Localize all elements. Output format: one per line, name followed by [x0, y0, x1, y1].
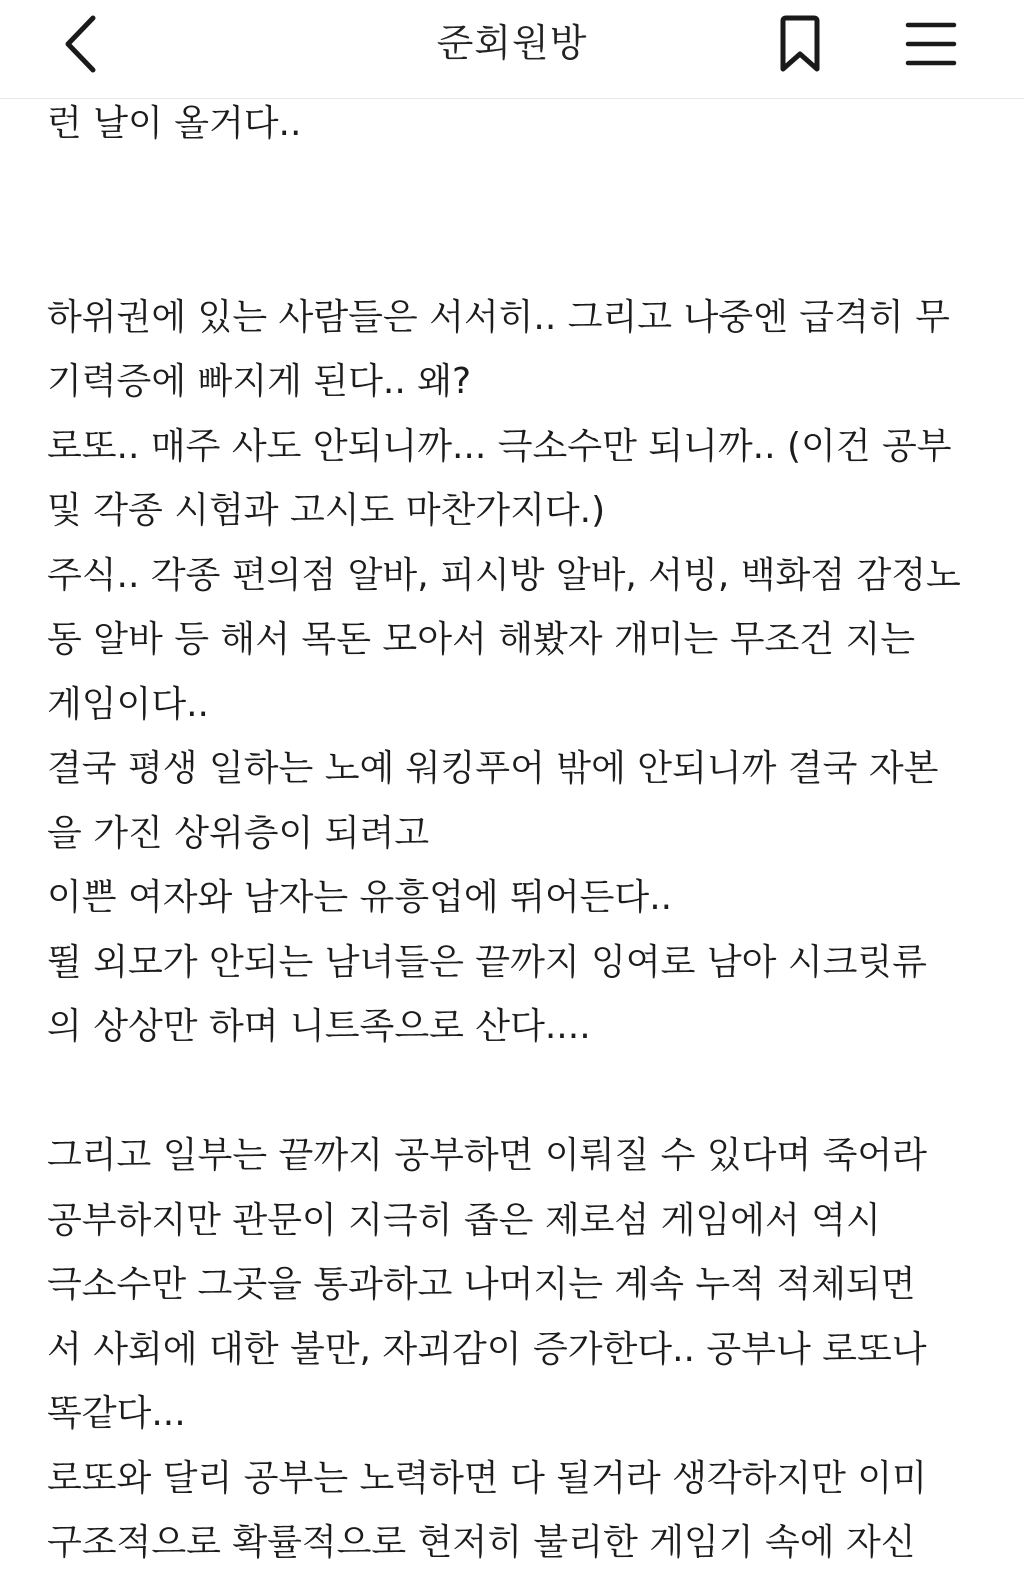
- article-line: 공부하지만 관문이 지극히 좁은 제로섬 게임에서 역시: [47, 1199, 881, 1241]
- article-line: 구조적으로 확률적으로 현저히 불리한 게임기 속에 자신: [47, 1522, 916, 1563]
- bookmark-icon: [775, 15, 825, 73]
- article-line: [47, 221, 977, 286]
- bookmark-button[interactable]: [772, 14, 828, 74]
- article-line: 뛸 외모가 안되는 남녀들은 끝까지 잉여로 남아 시크릿류: [47, 941, 927, 983]
- article-line: 서 사회에 대한 불만, 자괴감이 증가한다.. 공부나 로또나: [47, 1328, 927, 1370]
- article-line: 극소수만 그곳을 통과하고 나머지는 계속 누적 적체되면: [47, 1264, 916, 1305]
- article-line: 런 날이 올거다..: [47, 103, 302, 144]
- article-line: [47, 157, 977, 222]
- article-line: 기력증에 빠지게 된다.. 왜?: [47, 361, 472, 402]
- article-line: [47, 1060, 977, 1125]
- article-line: 그리고 일부는 끝까지 공부하면 이뤄질 수 있다며 죽어라: [47, 1135, 927, 1176]
- top-navigation-bar: [0, 0, 1024, 99]
- article-line: 로또.. 매주 사도 안되니까... 극소수만 되니까.. (이건 공부: [47, 425, 952, 467]
- article-line: 이쁜 여자와 남자는 유흥업에 뛰어든다..: [47, 877, 673, 918]
- hamburger-menu-icon: [905, 20, 957, 68]
- article-line: 의 상상만 하며 니트족으로 산다....: [47, 1006, 591, 1047]
- page-title: 준회원방: [436, 21, 588, 65]
- article-line: 동 알바 등 해서 목돈 모아서 해봤자 개미는 무조건 지는: [47, 619, 916, 660]
- menu-button[interactable]: [902, 14, 960, 74]
- article-line: 하위권에 있는 사람들은 서서히.. 그리고 나중엔 급격히 무: [47, 296, 950, 338]
- article-line: 을 가진 상위층이 되려고: [47, 812, 430, 854]
- article-line: 게임이다..: [47, 683, 209, 725]
- article-line: 주식.. 각종 편의점 알바, 피시방 알바, 서빙, 백화점 감정노: [47, 554, 961, 596]
- article-line: 로또와 달리 공부는 노력하면 다 될거라 생각하지만 이미: [47, 1457, 927, 1499]
- article-line: 결국 평생 일하는 노예 워킹푸어 밖에 안되니까 결국 자본: [47, 748, 939, 789]
- article-body: [47, 92, 977, 1576]
- article-line: 똑같다...: [47, 1393, 186, 1434]
- article-line: 및 각종 시험과 고시도 마찬가지다.): [47, 490, 606, 531]
